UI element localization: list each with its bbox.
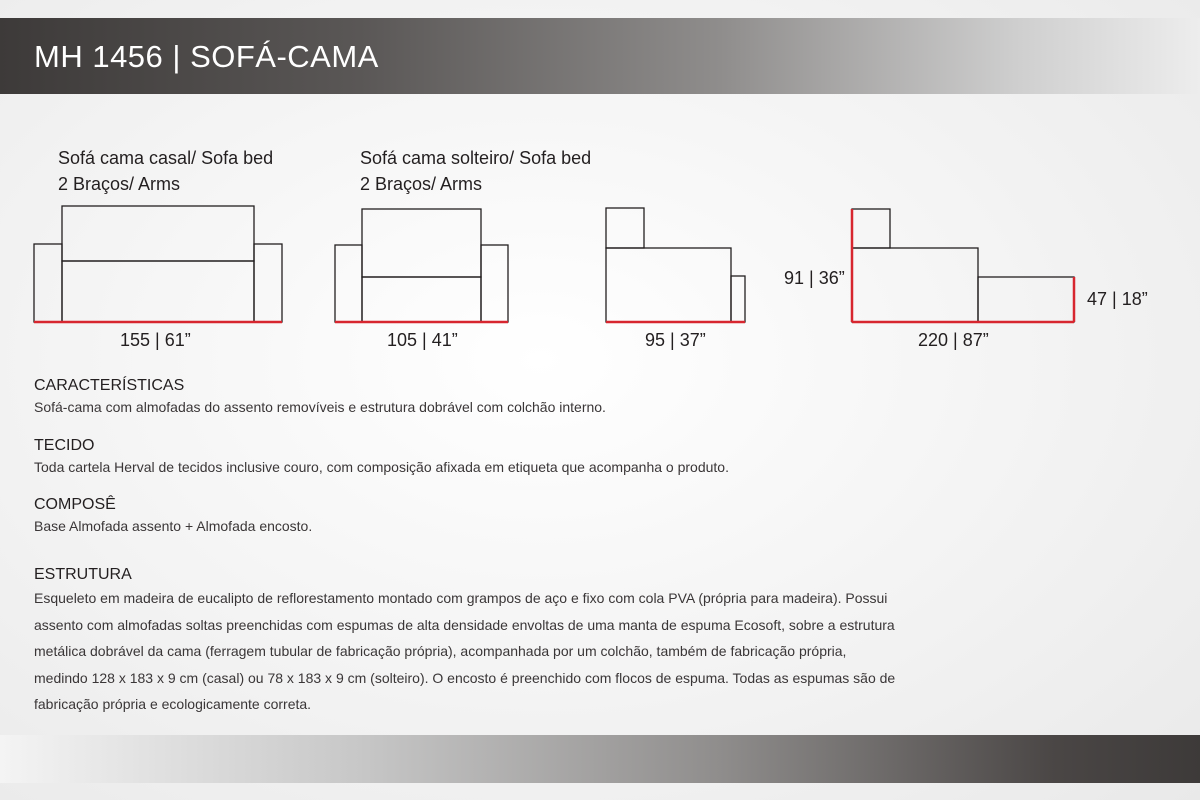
caption-sofa-solteiro-line1: Sofá cama solteiro/ Sofa bed <box>360 148 592 168</box>
drawing-side-view-single <box>606 208 745 322</box>
section-estrutura-line: metálica dobrável da cama (ferragem tubular de fabricação própria), acompanhada por um colchão, também de fabricação própria, <box>34 643 847 659</box>
dim-width-side-open: 220 | 87” <box>918 330 989 350</box>
section-tecido-body: Toda cartela Herval de tecidos inclusive couro, com composição afixada em etiqueta que acompanha o produto. <box>34 459 729 475</box>
side-single-arm <box>731 276 745 322</box>
section-compose <box>34 495 1034 537</box>
section-compose-title: COMPOSÊ <box>34 496 116 513</box>
section-compose-body: Base Almofada assento + Almofada encosto. <box>34 518 313 534</box>
drawing-sofa-solteiro <box>335 209 508 322</box>
solteiro-backrest <box>362 209 481 277</box>
section-estrutura-line: medindo 128 x 183 x 9 cm (casal) ou 78 x 183 x 9 cm (solteiro). O encosto é preenchido com flocos de espuma. Todas as espumas são de <box>34 669 896 686</box>
solteiro-right-arm <box>481 245 508 322</box>
page-title: MH 1456 | SOFÁ-CAMA <box>34 39 379 74</box>
section-estrutura-body <box>34 585 1034 718</box>
section-caracteristicas <box>34 376 1034 418</box>
dim-seat-height-side-open: 47 | 18” <box>1087 289 1148 309</box>
casal-backrest <box>62 206 254 261</box>
section-caracteristicas-title: CARACTERÍSTICAS <box>34 377 185 394</box>
section-estrutura-line: assento com almofadas soltas preenchidas com espumas de alta densidade envoltas de uma manta de espuma Ecosoft, sobre a estrutura <box>34 616 895 633</box>
section-estrutura-line: fabricação própria e ecologicamente correta. <box>34 696 312 712</box>
caption-sofa-casal-line1: Sofá cama casal/ Sofa bed <box>58 148 274 168</box>
sofa-drawings <box>0 190 1200 340</box>
section-tecido <box>34 436 1034 478</box>
section-caracteristicas-body: Sofá-cama com almofadas do assento removíveis e estrutura dobrável com colchão interno. <box>34 399 606 415</box>
dim-height-side-open: 91 | 36” <box>784 268 845 288</box>
section-tecido-title: TECIDO <box>34 437 95 454</box>
section-estrutura-line: Esqueleto em madeira de eucalipto de reflorestamento montado com grampos de aço e fixo com cola PVA (própria para madeira). Possui <box>34 590 888 606</box>
dim-width-solteiro: 105 | 41” <box>387 330 458 350</box>
casal-left-arm <box>34 244 62 322</box>
casal-right-arm <box>254 244 282 322</box>
drawing-side-view-open <box>852 209 1074 322</box>
footer-band <box>0 735 1200 783</box>
solteiro-seat <box>362 277 481 322</box>
solteiro-left-arm <box>335 245 362 322</box>
side-open-bed-extension <box>978 277 1074 322</box>
drawing-sofa-casal <box>34 206 282 322</box>
caption-sofa-solteiro-line2: 2 Braços/ Arms <box>360 174 483 194</box>
side-single-back <box>606 208 644 248</box>
dim-width-side-single: 95 | 37” <box>645 330 706 350</box>
dim-width-casal: 155 | 61” <box>120 330 191 350</box>
section-estrutura-title: ESTRUTURA <box>34 566 132 583</box>
side-open-body <box>852 248 978 322</box>
casal-seat <box>62 261 254 322</box>
caption-sofa-casal-line2: 2 Braços/ Arms <box>58 174 181 194</box>
side-single-body <box>606 248 731 322</box>
section-estrutura <box>34 565 1034 718</box>
side-open-back <box>852 209 890 248</box>
